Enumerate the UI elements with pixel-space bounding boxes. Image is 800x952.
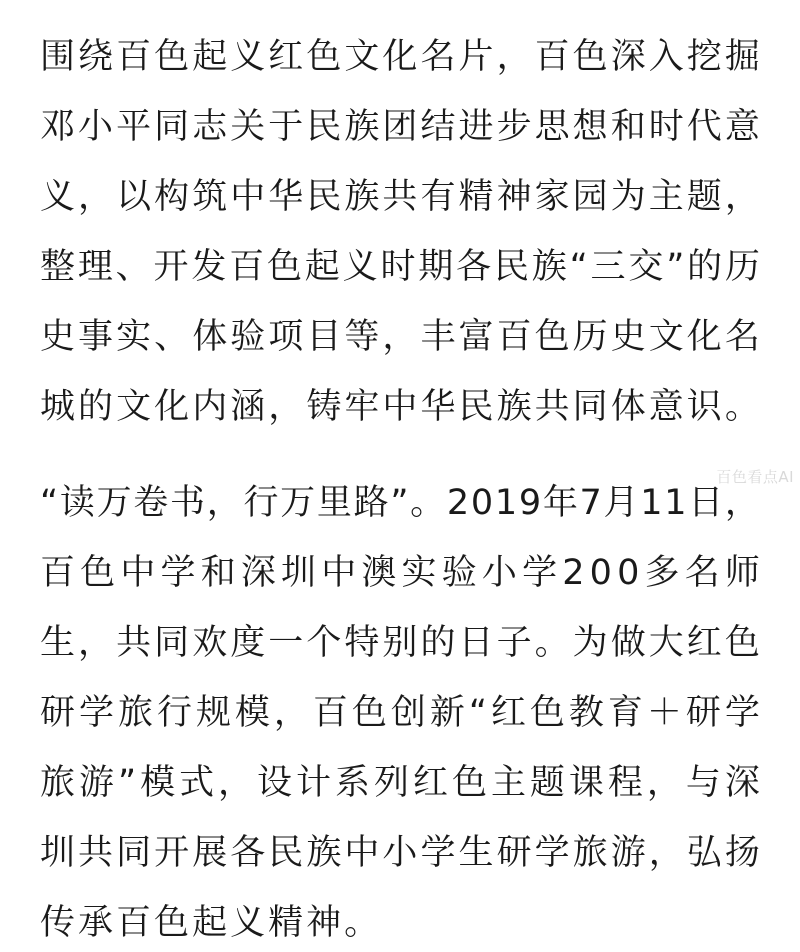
text-line: 整 理 、 开 发 百 色 起 义 时 期 各 民 族 “ 三 交 ” 的 历 xyxy=(40,247,760,287)
text-line: 百 色 中 学 和 深 圳 中 澳 实 验 小 学 2 0 0 多 名 师 xyxy=(40,553,760,593)
text-line: 史 事 实 、 体 验 项 目 等 ， 丰 富 百 色 历 史 文 化 名 xyxy=(40,317,760,357)
text-line: 围 绕 百 色 起 义 红 色 文 化 名 片 ， 百 色 深 入 挖 掘 xyxy=(40,37,760,77)
text-line: 城 的 文 化 内 涵 ， 铸 牢 中 华 民 族 共 同 体 意 识 。 xyxy=(40,387,760,427)
text-line: 旅 游 ” 模 式 ， 设 计 系 列 红 色 主 题 课 程 ， 与 深 xyxy=(40,763,760,803)
text-line: 邓 小 平 同 志 关 于 民 族 团 结 进 步 思 想 和 时 代 意 xyxy=(40,107,760,147)
text-line: 研 学 旅 行 规 模 ， 百 色 创 新 “ 红 色 教 育 ＋ 研 学 xyxy=(40,693,760,733)
text-line: 义 ， 以 构 筑 中 华 民 族 共 有 精 神 家 园 为 主 题 ， xyxy=(40,177,760,217)
text-line: 生 ， 共 同 欢 度 一 个 特 别 的 日 子 。 为 做 大 红 色 xyxy=(40,623,760,663)
text-line: “ 读 万 卷 书 ， 行 万 里 路 ” 。 2 0 1 9 年 7 月 1 1 日 ， xyxy=(40,483,760,523)
watermark-text: 百色看点AI xyxy=(716,468,794,486)
text-line: 传 承 百 色 起 义 精 神 。 xyxy=(40,903,383,943)
text-line: 圳 共 同 开 展 各 民 族 中 小 学 生 研 学 旅 游 ， 弘 扬 xyxy=(40,833,760,873)
